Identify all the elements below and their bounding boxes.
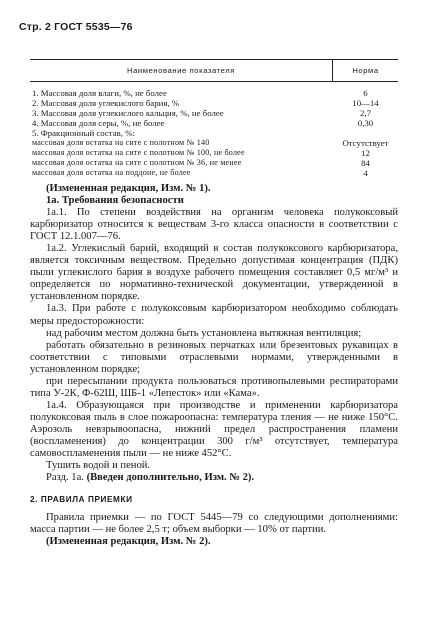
paragraph: работать обязательно в резиновых перчатках или брезентовых рукавицах в соответствии с типовыми отраслевыми нормами, утвержденными в установленном порядке; bbox=[30, 339, 398, 375]
table-header-rule bbox=[30, 81, 398, 82]
paragraph: при пересыпании продукта пользоваться противопылевыми респираторами типа У-2К, Ф-62Ш, ШБ-1 «Лепесток» или «Кама». bbox=[30, 375, 398, 399]
table-row-name: 3. Массовая доля углекислого кальция, %, не более bbox=[32, 108, 224, 118]
paragraph: 1а.1. По степени воздействия на организм человека полукоксовый карбюризатор относится к веществам 3-го класса опасности в соответствии с ГОСТ 12.1.007—76. bbox=[30, 207, 398, 243]
section-heading-1a: 1а. Требования безопасности bbox=[46, 195, 184, 207]
amendment-note bbox=[30, 472, 398, 484]
amendment-label: (Введен дополнительно, Изм. № 2). bbox=[86, 472, 255, 484]
table-row-name: массовая доля остатка на сите с полотном № 100, не более bbox=[32, 148, 245, 157]
table-row-norm: 4 bbox=[363, 168, 368, 178]
table-header-norm: Норма bbox=[352, 66, 379, 75]
table-row-norm: 12 bbox=[361, 148, 370, 158]
table-header-name: Наименование показателя bbox=[127, 66, 235, 75]
table-row-norm: 2,7 bbox=[360, 108, 371, 118]
table-row-norm: 10—14 bbox=[352, 98, 379, 108]
table-row-norm: 0,30 bbox=[357, 118, 374, 128]
amendment-note: (Измененная редакция, Изм. № 2). bbox=[46, 536, 211, 548]
section-heading-2: 2. ПРАВИЛА ПРИЕМКИ bbox=[30, 495, 133, 505]
paragraph: 1а.3. При работе с полукоксовым карбюризатором необходимо соблюдать меры предосторожности: bbox=[30, 303, 398, 327]
table-row-name: массовая доля остатка на сите с полотном № 140 bbox=[32, 138, 210, 147]
table-row-name: 1. Массовая доля влаги, %, не более bbox=[32, 88, 167, 98]
table-row-name: 2. Массовая доля углекислого бария, % bbox=[32, 98, 180, 108]
paragraph: над рабочим местом должна быть установлена вытяжная вентиляция; bbox=[46, 327, 362, 339]
table-row-name: массовая доля остатка на сите с полотном № 36, не менее bbox=[32, 158, 242, 167]
paragraph: 1а.4. Образующаяся при производстве и применении карбюризатора полукоксовая пыль в слое пожароопасна: температура тления — не ниже 150°С. Аэрозоль невзрывоопасна, нижний предел распространения пламени (воспламенения) до концентрации 300 г/м³ отсутствует, температура самовоспламенения пыли — не ниже 452°С. bbox=[30, 399, 398, 460]
table-row-name: массовая доля остатка на поддоне, не более bbox=[32, 168, 191, 177]
page-header: Стр. 2 ГОСТ 5535—76 bbox=[19, 21, 133, 33]
body-text bbox=[30, 183, 398, 548]
paragraph: Правила приемки — по ГОСТ 5445—79 со следующими дополнениями: масса партии — не более 2,5 т; объем выборки — 10% от партии. bbox=[30, 512, 398, 536]
paragraph: 1а.2. Углекислый барий, входящий в состав полукоксового карбюризатора, является токсичным веществом. Предельно допустимая концентрация (ПДК) пыли углекислого бария в воздухе рабочего помещения составляет 0,5 мг/м³ и определяется по нормативно-технической документации, утвержденной в установленном порядке. bbox=[30, 243, 398, 303]
table-top-rule bbox=[30, 59, 398, 60]
paragraph: Тушить водой и пеной. bbox=[46, 460, 151, 472]
table-row-norm: Отсутствует bbox=[342, 138, 389, 148]
table-row-norm: 6 bbox=[363, 88, 368, 98]
amendment-note: (Измененная редакция, Изм. № 1). bbox=[46, 183, 211, 194]
table-row-norm: 84 bbox=[361, 158, 370, 168]
section-reference: Разд. 1а. bbox=[46, 472, 87, 484]
table-row-name: 4. Массовая доля серы, %, не более bbox=[32, 118, 165, 128]
table-row-name: 5. Фракционный состав, %: bbox=[32, 128, 135, 138]
